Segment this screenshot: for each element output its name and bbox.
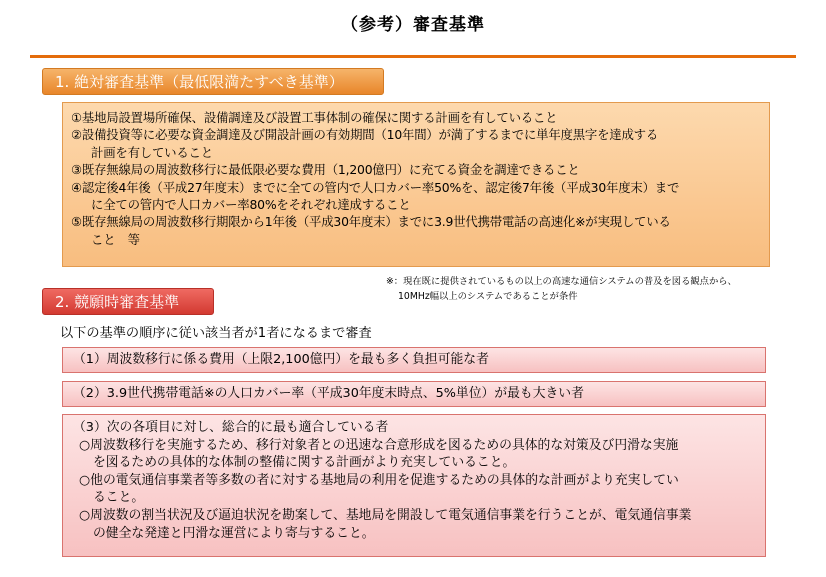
- criterion-2: ②設備投資等に必要な資金調達及び開設計画の有効期間（10年間）が満了するまでに単年度黒字を達成する: [71, 127, 659, 143]
- list-item-line-cont: の健全な発達と円滑な運営により寄与すること。: [93, 525, 375, 541]
- criterion-box-3: [62, 414, 766, 557]
- criterion-4: ④認定後4年後（平成27年度末）までに全ての管内で人口カバー率50%を、認定後7年後（平成30年度末）まで: [71, 179, 680, 195]
- criterion-box-1: （1）周波数移行に係る費用（上限2,100億円）を最も多く負担可能な者: [62, 347, 766, 373]
- criterion-4-cont: に全ての管内で人口カバー率80%をそれぞれ達成すること: [91, 197, 411, 213]
- section2-intro: 以下の基準の順序に従い該当者が1者になるまで審査: [60, 326, 372, 341]
- section1-heading: 1. 絶対審査基準（最低限満たすべき基準）: [42, 68, 384, 95]
- criterion-1: ①基地局設置場所確保、設備調達及び設置工事体制の確保に関する計画を有していること: [71, 110, 558, 125]
- list-item-line: ○周波数の割当状況及び逼迫状況を勘案して、基地局を開設して電気通信事業を行うことが、電気通信事業: [79, 507, 692, 523]
- list-item-line-cont: を図るための具体的な体制の整備に関する計画がより充実していること。: [93, 455, 516, 471]
- list-item: [73, 472, 765, 507]
- footnote-line-1: ※：現在既に提供されているもの以上の高速な通信システムの普及を図る観点から、: [386, 276, 737, 287]
- criterion-box-2: （2）3.9世代携帯電話※の人口カバー率（平成30年度末時点、5%単位）が最も大きい者: [62, 381, 766, 407]
- list-item-line: ○他の電気通信事業者等多数の者に対する基地局の利用を促進するための具体的な計画がより充実してい: [79, 472, 679, 488]
- list-item: [73, 507, 765, 542]
- title-divider: [30, 55, 796, 58]
- absolute-criteria-box: [62, 102, 770, 267]
- criterion-box-3-title: （3）次の各項目に対し、総合的に最も適合している者: [73, 420, 389, 435]
- criterion-3: ③既存無線局の周波数移行に最低限必要な費用（1,200億円）に充てる資金を調達できること: [71, 162, 580, 178]
- footnote-line-2: 10MHz幅以上のシステムであることが条件: [398, 291, 578, 302]
- section2-heading: 2. 競願時審査基準: [42, 288, 214, 315]
- criterion-2-cont: 計画を有していること: [91, 144, 213, 160]
- criterion-5: ⑤既存無線局の周波数移行期限から1年後（平成30年度末）までに3.9世代携帯電話の高速化※が実現している: [71, 214, 671, 230]
- footnote: [386, 274, 737, 304]
- list-item: [73, 437, 765, 472]
- list-item-line-cont: ること。: [93, 490, 145, 506]
- page-title: （参考）審査基準: [341, 15, 485, 35]
- criterion-5-cont: こと 等: [91, 231, 140, 247]
- list-item-line: ○周波数移行を実施するため、移行対象者との迅速な合意形成を図るための具体的な対策及び円滑な実施: [79, 437, 679, 453]
